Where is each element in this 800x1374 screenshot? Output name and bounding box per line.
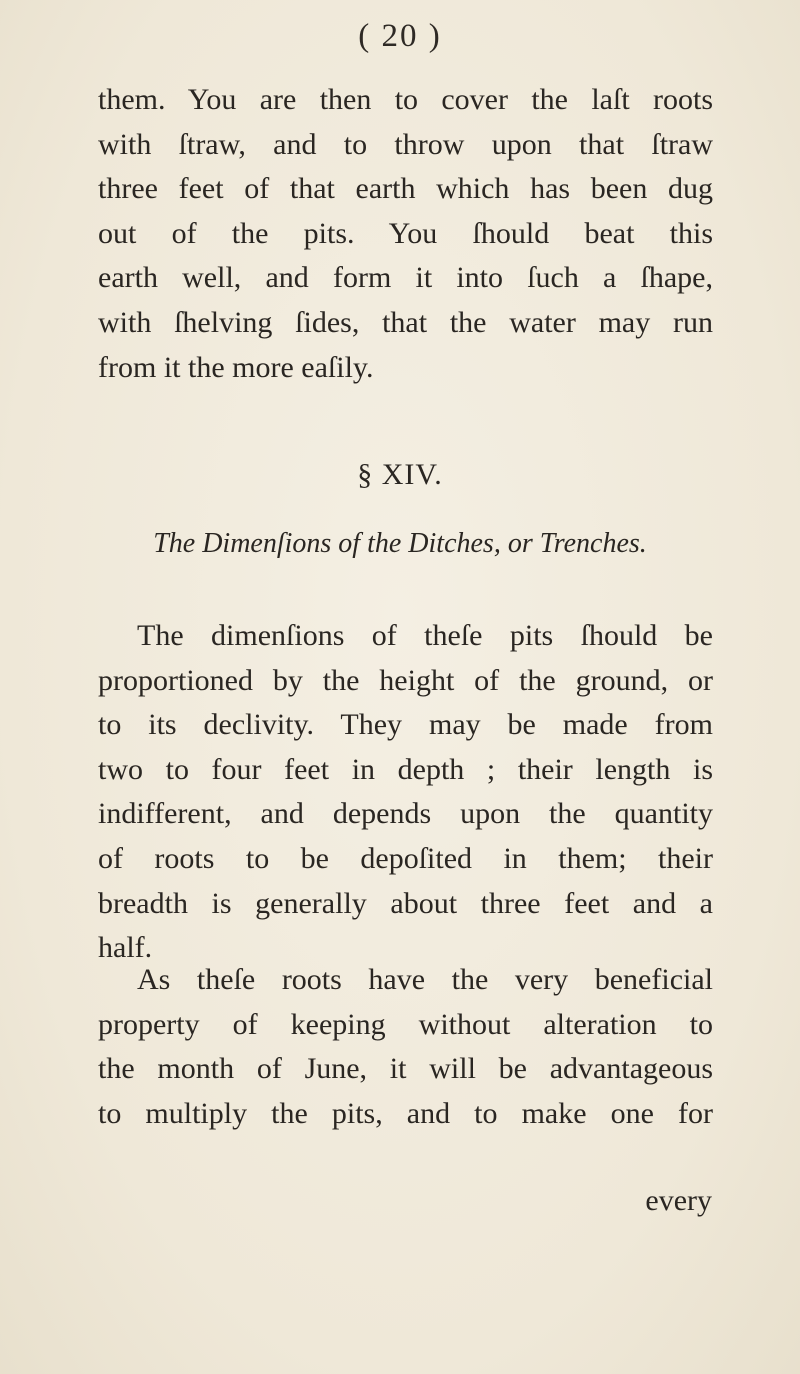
text-line: them. You are then to cover the laſt roots	[98, 83, 713, 116]
text-line: earth well, and form it into ſuch a ſhape,	[98, 261, 713, 295]
text-line: As theſe roots have the very beneficial	[137, 963, 713, 996]
text-line: with ſhelving ſides, that the water may run	[98, 305, 713, 339]
text-line: the month of June, it will be advantageous	[98, 1052, 713, 1086]
paragraph-dimensions	[98, 614, 713, 971]
text-line: of roots to be depoſited in them; their	[98, 841, 713, 875]
text-line: breadth is generally about three feet and a	[98, 886, 713, 920]
text-line: indifferent, and depends upon the quantity	[98, 797, 713, 831]
text-line: with ſtraw, and to throw upon that ſtraw	[98, 127, 713, 161]
text-line: proportioned by the height of the ground, or	[98, 663, 713, 697]
paragraph-continued	[98, 78, 713, 390]
text-line: The dimenſions of theſe pits ſhould be	[137, 619, 713, 652]
page-number: ( 20 )	[358, 18, 442, 54]
text-line: three feet of that earth which has been dug	[98, 172, 713, 206]
text-line: from it the more eaſily.	[98, 350, 374, 384]
text-line: to its declivity. They may be made from	[98, 708, 713, 742]
paragraph-keeping	[98, 958, 713, 1136]
text-line: two to four feet in depth ; their length is	[98, 752, 713, 786]
text-line: half.	[98, 931, 153, 965]
text-line: to multiply the pits, and to make one for	[98, 1096, 713, 1130]
text-line: property of keeping without alteration to	[98, 1007, 713, 1041]
section-heading: § XIV.	[357, 458, 443, 491]
text-line: out of the pits. You ſhould beat this	[98, 216, 713, 250]
section-subtitle: The Dimenſions of the Ditches, or Trenches.	[153, 528, 647, 559]
catchword: every	[645, 1184, 712, 1217]
